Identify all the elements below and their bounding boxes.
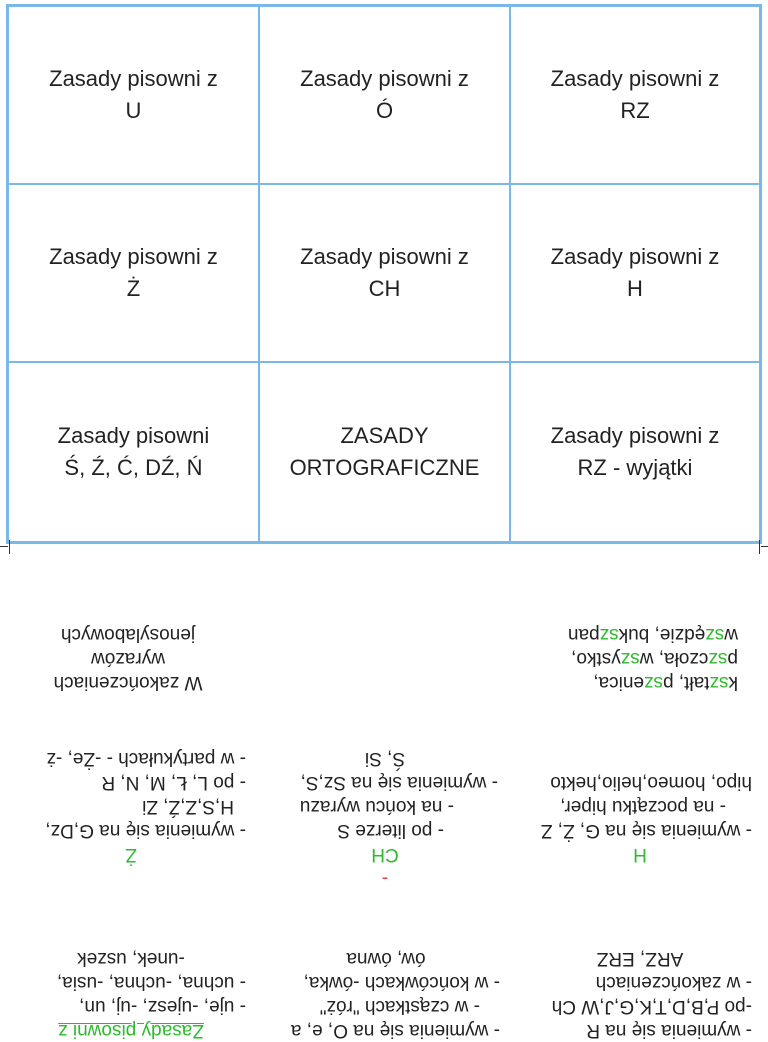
back-h-rules <box>512 770 768 866</box>
section-heading: CH <box>371 844 399 865</box>
rule-line: - wymienia się na G,Dz, <box>45 820 246 841</box>
rule-line: Ś, Si <box>364 748 406 769</box>
card-ch[interactable] <box>260 185 511 363</box>
card-h[interactable] <box>511 185 759 363</box>
card-rz[interactable] <box>511 7 759 185</box>
back-z-rules <box>0 746 256 866</box>
rule-line: wyrazów <box>91 648 165 669</box>
card-title: ZASADY <box>340 423 429 448</box>
rule-line: - w cząstkach "róż" <box>319 996 480 1017</box>
card-subtitle: U <box>125 98 142 123</box>
rule-line: - uchna, -uchna, -usia, <box>56 972 246 993</box>
rule-line: - w partykułach - -Że, -ż <box>46 748 246 769</box>
rule-line: - w zakończeniach <box>595 972 752 993</box>
back-rz-rules <box>512 946 768 1042</box>
card-title: Zasady pisowni z <box>550 244 720 269</box>
crop-mark-left-h <box>0 546 8 547</box>
card-u[interactable] <box>9 7 260 185</box>
card-main-title[interactable] <box>260 363 511 541</box>
back-column-rz-h-rzex <box>512 552 768 1041</box>
back-ch-rules <box>256 746 512 890</box>
flashcard-grid <box>6 4 762 544</box>
card-subtitle: H <box>627 276 643 301</box>
card-subtitle: Ś, Ź, Ć, DŹ, Ń <box>64 455 203 480</box>
card-title: Zasady pisowni z <box>49 244 218 269</box>
rule-line: ów, ówna <box>346 948 426 969</box>
card-subtitle: CH <box>368 276 401 301</box>
rule-line: H,S,Z,Ź, Zi <box>142 796 234 817</box>
card-subtitle: Ó <box>375 98 394 123</box>
rule-line: -unek, uszek <box>77 948 185 969</box>
rule-line: - wymienia się na R <box>586 1020 752 1041</box>
rule-line: - w końcówkach -ówka, <box>303 972 500 993</box>
card-backs-upside-down <box>0 552 768 1041</box>
crop-mark-right-h <box>761 546 768 547</box>
rule-line: hipo, homeo,helio,hekto <box>550 772 752 793</box>
back-column-o-ch <box>256 552 512 1041</box>
back-column-u-z-soft <box>0 552 256 1041</box>
rule-line: W zakończeniach <box>53 672 203 693</box>
card-subtitle: RZ - wyjątki <box>577 455 693 480</box>
rule-line: - wymienia się na O, e, a <box>290 1020 500 1041</box>
rule-line: - na końcu wyrazu <box>299 796 454 817</box>
rule-line: - uje, -ujesz, -uj, un, <box>79 996 246 1017</box>
rule-line: - wymienia się na Sz,S, <box>300 772 498 793</box>
example-words: kształt, pszenica, <box>593 672 738 693</box>
back-u-rules <box>0 946 256 1042</box>
card-title: Zasady pisowni z <box>550 66 720 91</box>
card-title: Zasady pisowni z <box>300 66 469 91</box>
back-soft-rules <box>0 622 256 694</box>
section-heading: Ż <box>125 844 137 865</box>
card-subtitle: Ż <box>126 276 141 301</box>
card-subtitle: ORTOGRAFICZNE <box>289 455 480 480</box>
card-title: Zasady pisowni z <box>300 244 469 269</box>
rule-line: - po literze S <box>337 820 444 841</box>
section-heading: Zasady pisowni z <box>58 1020 204 1041</box>
back-o-rules <box>256 946 512 1042</box>
example-words: wszędzie, bukszpan <box>567 624 738 645</box>
example-words: pszczoła, wszystko, <box>571 648 738 669</box>
card-subtitle: RZ <box>620 98 650 123</box>
card-soft-consonants[interactable] <box>9 363 260 541</box>
rule-line: - na początku hiper, <box>560 796 726 817</box>
rule-line: ARZ, ERZ <box>596 948 684 969</box>
card-title: Zasady pisowni <box>57 423 210 448</box>
section-marker: - <box>381 868 389 889</box>
card-title: Zasady pisowni z <box>550 423 720 448</box>
back-rz-exceptions <box>512 622 768 694</box>
rule-line: -po P,B,D,T,K,G,J,W Ch <box>551 996 752 1017</box>
card-title: Zasady pisowni z <box>49 66 218 91</box>
rule-line: jenosylabowych <box>60 624 196 645</box>
card-o[interactable] <box>260 7 511 185</box>
card-zh[interactable] <box>9 185 260 363</box>
card-rz-exceptions[interactable] <box>511 363 759 541</box>
rule-line: - po L, Ł, M, N, R <box>101 772 246 793</box>
rule-line: - wymienia się na G, Ż, Z <box>540 820 752 841</box>
section-heading: H <box>633 844 647 865</box>
